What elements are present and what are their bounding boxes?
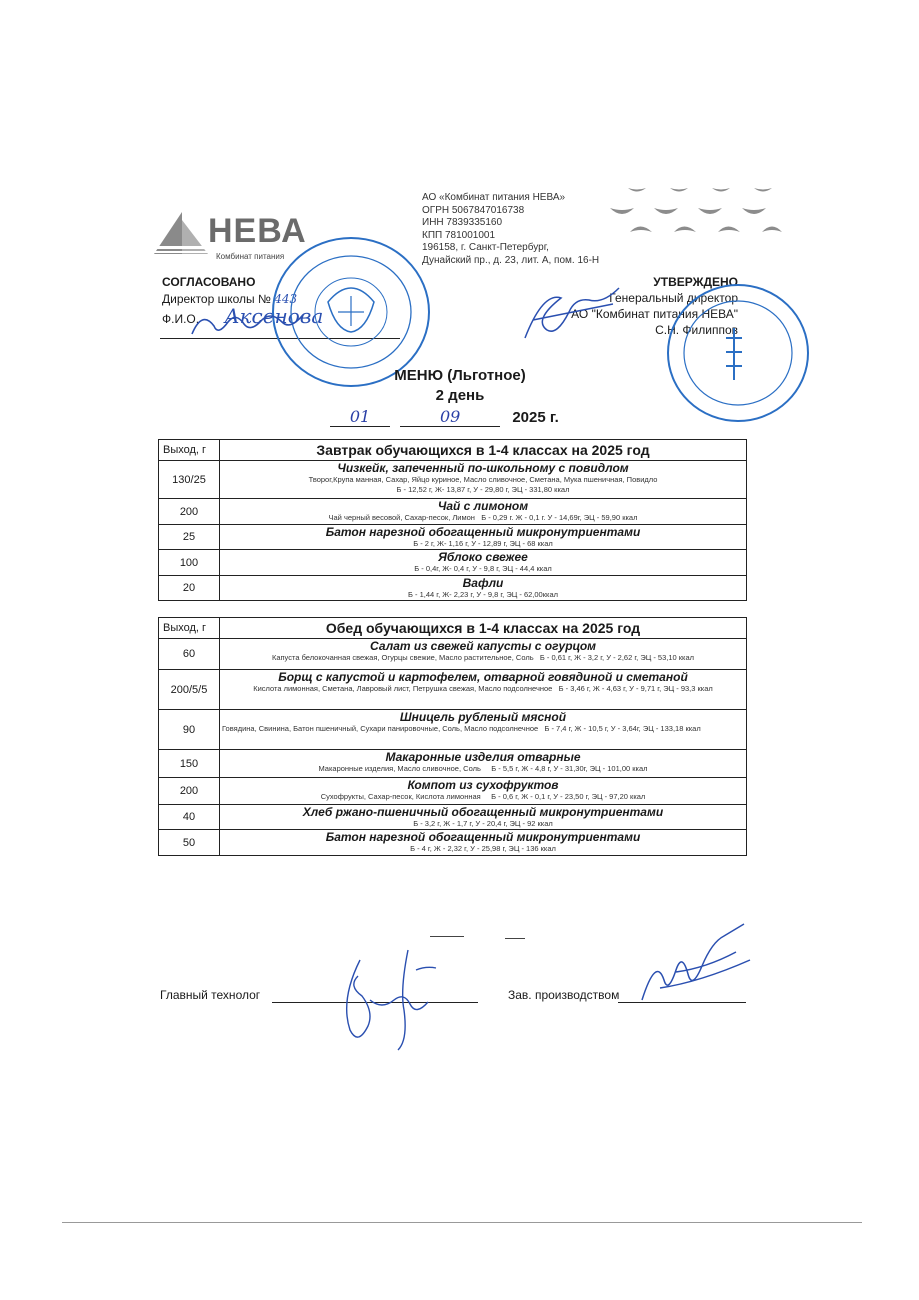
date-year: 2025 г. (512, 409, 559, 426)
table-row (159, 778, 747, 805)
date-month: 09 (400, 407, 500, 427)
menu-date (330, 407, 559, 427)
director-title: Генеральный директор (609, 291, 738, 305)
dish-weight: 130/25 (159, 461, 220, 499)
logo-word: НЕВА (208, 212, 307, 250)
dish-nutrition: Б - 12,52 г, Ж- 13,87 г, У - 29,80 г, ЭЦ - 331,80 ккал (396, 485, 570, 494)
dish-weight: 100 (159, 550, 220, 576)
dish-name: Чай с лимоном (437, 499, 529, 513)
breakfast-title: Завтрак обучающихся в 1-4 классах на 2025 год (220, 440, 747, 461)
yield-header: Выход, г (159, 618, 220, 639)
dish-name: Вафли (462, 576, 504, 590)
dish-composition: Творог,Крупа манная, Сахар, Яйцо куриное, Масло сливочное, Сметана, Мука пшеничная, Повидло (308, 475, 658, 484)
dish-name: Салат из свежей капусты с огурцом (369, 639, 597, 653)
approval-header: УТВЕРЖДЕНО (653, 275, 738, 289)
company-line: АО «Комбинат питания НЕВА» (422, 192, 566, 203)
dish-cell (220, 576, 747, 601)
dish-weight: 40 (159, 805, 220, 830)
company-line: 196158, г. Санкт-Петербург, (422, 242, 549, 253)
page-footer-rule (62, 1222, 862, 1223)
dish-nutrition: Б - 2 г, Ж- 1,16 г, У - 12,89 г, ЭЦ - 68 ккал (413, 539, 553, 548)
dish-name: Батон нарезной обогащенный микронутриентами (325, 830, 641, 844)
company-line: ОГРН 5067847016738 (422, 204, 525, 216)
school-number: 443 (274, 292, 298, 306)
dish-cell (220, 750, 747, 778)
dish-nutrition: Б - 1,44 г, Ж- 2,23 г, У - 9,8 г, ЭЦ - 62,00ккал (407, 590, 558, 599)
company-line: КПП 781001001 (422, 229, 496, 241)
dish-details (220, 653, 746, 663)
company-line: Дунайский пр., д. 23, лит. А, пом. 16-Н (422, 254, 600, 266)
table-row (159, 525, 747, 550)
dish-weight: 200/5/5 (159, 670, 220, 710)
menu-day: 2 день (435, 387, 485, 404)
dish-composition: Капуста белокочанная свежая, Огурцы свежие, Масло растительное, Соль (271, 653, 534, 662)
dish-nutrition: Б - 5,5 г, Ж - 4,8 г, У - 31,30г, ЭЦ - 101,00 ккал (491, 764, 648, 773)
dish-name: Макаронные изделия отварные (385, 750, 581, 764)
wave-ornament-icon (606, 182, 784, 238)
table-row (159, 750, 747, 778)
dish-cell (220, 499, 747, 525)
handwritten-name: Аксенова (224, 304, 324, 328)
dash-mark (505, 938, 525, 939)
dish-nutrition: Б - 4 г, Ж - 2,32 г, У - 25,98 г, ЭЦ - 136 ккал (410, 844, 556, 853)
dish-cell (220, 830, 747, 856)
dish-weight: 50 (159, 830, 220, 856)
dish-weight: 25 (159, 525, 220, 550)
table-header (159, 440, 747, 461)
lunch-title: Обед обучающихся в 1-4 классах на 2025 год (220, 618, 747, 639)
dish-weight: 20 (159, 576, 220, 601)
lunch-table (158, 617, 747, 856)
dish-name: Борщ с капустой и картофелем, отварной говядиной и сметаной (278, 670, 688, 684)
dish-cell (220, 805, 747, 830)
approval-header: СОГЛАСОВАНО (162, 275, 256, 289)
table-row (159, 639, 747, 670)
table-row (159, 830, 747, 856)
dish-cell (220, 461, 747, 499)
dish-nutrition: Б - 7,4 г, Ж - 10,5 г, У - 3,64г, ЭЦ - 133,18 ккал (544, 724, 701, 733)
dish-nutrition: Б - 0,29 г. Ж - 0,1 г. У - 14,69г, ЭЦ - 59,90 ккал (481, 513, 638, 522)
dish-name: Хлеб ржано-пшеничный обогащенный микронутриентами (302, 805, 664, 819)
dish-name: Компот из сухофруктов (407, 778, 559, 792)
technologist-label: Главный технолог (160, 988, 261, 1002)
director-label: Директор школы № (162, 292, 271, 306)
neva-logo-icon (152, 210, 210, 258)
table-row (159, 805, 747, 830)
dish-weight: 90 (159, 710, 220, 750)
dish-composition: Говядина, Свинина, Батон пшеничный, Сухари панировочные, Соль, Масло подсолнечное (222, 724, 539, 733)
technologist-signature-icon (330, 940, 450, 1052)
dish-name: Шницель рубленый мясной (399, 710, 567, 724)
yield-header: Выход, г (159, 440, 220, 461)
dish-weight: 200 (159, 778, 220, 805)
dish-details (220, 684, 746, 694)
dish-name: Чизкейк, запеченный по-школьному с повидлом (337, 461, 629, 475)
breakfast-table (158, 439, 747, 601)
dish-weight: 60 (159, 639, 220, 670)
table-row (159, 461, 747, 499)
logo-subtitle: Комбинат питания (216, 252, 285, 261)
fio-label: Ф.И.О. (162, 312, 200, 326)
dish-name: Яблоко свежее (438, 550, 528, 564)
table-row (159, 710, 747, 750)
company-line: ИНН 7839335160 (422, 217, 503, 228)
dish-weight: 200 (159, 499, 220, 525)
menu-title-main: МЕНЮ (Льготное) (394, 367, 526, 384)
dish-nutrition: Б - 0,6 г, Ж - 0,1 г, У - 23,50 г, ЭЦ - 97,20 ккал (491, 792, 646, 801)
dish-details (220, 513, 746, 523)
table-row (159, 670, 747, 710)
dish-nutrition: Б - 0,4г, Ж- 0,4 г, У - 9,8 г, ЭЦ - 44,4 ккал (414, 564, 552, 573)
dish-details (220, 724, 746, 734)
dish-composition: Сухофрукты, Сахар-песок, Кислота лимонная (320, 792, 481, 801)
dish-cell (220, 639, 747, 670)
dish-composition: Кислота лимонная, Сметана, Лавровый лист, Петрушка свежая, Масло подсолнечное (253, 684, 553, 693)
dash-mark (430, 936, 464, 937)
dish-cell (220, 550, 747, 576)
menu-title (280, 366, 640, 406)
production-signature-icon (636, 922, 770, 1008)
director-name: С.Н. Филиппов (655, 323, 738, 337)
dish-name: Батон нарезной обогащенный микронутриентами (325, 525, 641, 539)
dish-details (220, 792, 746, 802)
production-label: Зав. производством (508, 988, 620, 1002)
company-details (422, 192, 599, 267)
dish-cell (220, 710, 747, 750)
company-stamp-icon (664, 280, 812, 426)
table-row (159, 499, 747, 525)
table-row (159, 576, 747, 601)
dish-details (220, 764, 746, 774)
dish-composition: Чай черный весовой, Сахар-песок, Лимон (328, 513, 475, 522)
dish-composition: Макаронные изделия, Масло сливочное, Соль (318, 764, 481, 773)
dish-cell (220, 525, 747, 550)
dish-nutrition: Б - 3,46 г, Ж - 4,63 г, У - 9,71 г, ЭЦ - 93,3 ккал (558, 684, 713, 693)
table-row (159, 550, 747, 576)
table-header (159, 618, 747, 639)
dish-weight: 150 (159, 750, 220, 778)
company-name: АО "Комбинат питания НЕВА" (571, 307, 738, 321)
dish-nutrition: Б - 3,2 г, Ж - 1,7 г, У - 20,4 г, ЭЦ - 92 ккал (413, 819, 553, 828)
date-day: 01 (330, 407, 390, 427)
dish-nutrition: Б - 0,61 г, Ж - 3,2 г, У - 2,62 г, ЭЦ - 53,10 ккал (539, 653, 695, 662)
director-signature-icon (186, 306, 326, 346)
dish-cell (220, 670, 747, 710)
dish-cell (220, 778, 747, 805)
gendirector-signature-icon (515, 280, 625, 346)
